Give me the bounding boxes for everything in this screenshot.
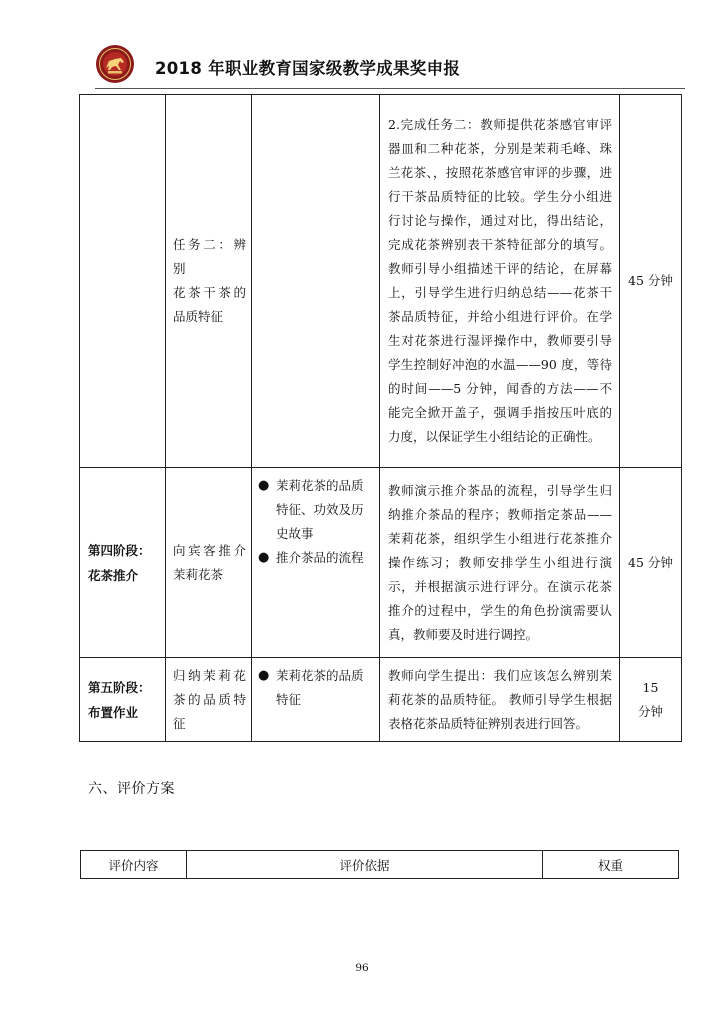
bullet-icon: ● [258, 550, 270, 565]
bullet-icon: ● [258, 668, 270, 683]
list-item: ● 茉莉花茶的品质特征、功效及历史故事 [258, 474, 373, 546]
task-cell: 任务二：辨别 花茶干茶的 品质特征 [166, 95, 252, 468]
stage-cell: 第五阶段：布置作业 [80, 658, 166, 742]
time-cell: 45 分钟 [620, 468, 682, 658]
time-cell: 15 分钟 [620, 658, 682, 742]
section-heading: 六、评价方案 [88, 781, 175, 797]
task-cell: 归纳茉莉花 茶的品质特 征 [166, 658, 252, 742]
task-cell: 向宾客推介 茉莉花茶 [166, 468, 252, 658]
column-header: 权重 [543, 851, 679, 879]
table-header-row [81, 851, 679, 879]
content-cell: 2.完成任务二：教师提供花茶感官审评器皿和二种花茶，分别是茉莉毛峰、珠兰花茶、，按照花茶感官审评的步骤，进行干茶品质特征的比较。学生分小组进行讨论与操作，通过对比，得出结论，完成花茶辨别表干茶特征部分的填写。教师引导小组描述干评的结论，在屏幕上，引导学生进行归纳总结——花茶干茶品质特征，并给小组进行评价。在学生对花茶进行湿评操作中，教师要引导学生控制好冲泡的水温——90 度，等待的时间——5 分钟，闻香的方法——不能完全掀开盖子，强调手指按压叶底的力度，以保证学生小组结论的正确性。 [380, 95, 620, 468]
stage-cell: 第四阶段：花茶推介 [80, 468, 166, 658]
table-row [80, 95, 682, 468]
key-points-cell [252, 658, 380, 742]
school-emblem-icon [95, 44, 135, 84]
column-header: 评价内容 [81, 851, 187, 879]
bullet-icon: ● [258, 478, 270, 493]
page-number: 96 [355, 962, 369, 974]
key-points-cell [252, 468, 380, 658]
content-cell: 教师演示推介茶品的流程，引导学生归纳推介茶品的程序；教师指定茶品——茉莉花茶，组织学生小组进行花茶推介操作练习；教师安排学生小组进行演示，并根据演示进行评分。在演示花茶推介的过程中，学生的角色扮演需要认真，教师要及时进行调控。 [380, 468, 620, 658]
content-cell: 教师向学生提出：我们应该怎么辨别茉莉花茶的品质特征。 教师引导学生根据表格花茶品质特征辨别表进行回答。 [380, 658, 620, 742]
table-row [80, 658, 682, 742]
key-points-cell [252, 95, 380, 468]
header-divider [95, 88, 685, 89]
lesson-plan-table [79, 94, 682, 742]
page-header [95, 44, 695, 88]
list-item: ● 茉莉花茶的品质特征 [258, 664, 373, 712]
column-header: 评价依据 [187, 851, 543, 879]
list-item: ● 推介茶品的流程 [258, 546, 373, 570]
table-row [80, 468, 682, 658]
stage-cell [80, 95, 166, 468]
evaluation-table [80, 850, 679, 879]
time-cell: 45 分钟 [620, 95, 682, 468]
header-title: 2018 年职业教育国家级教学成果奖申报 [155, 59, 461, 78]
